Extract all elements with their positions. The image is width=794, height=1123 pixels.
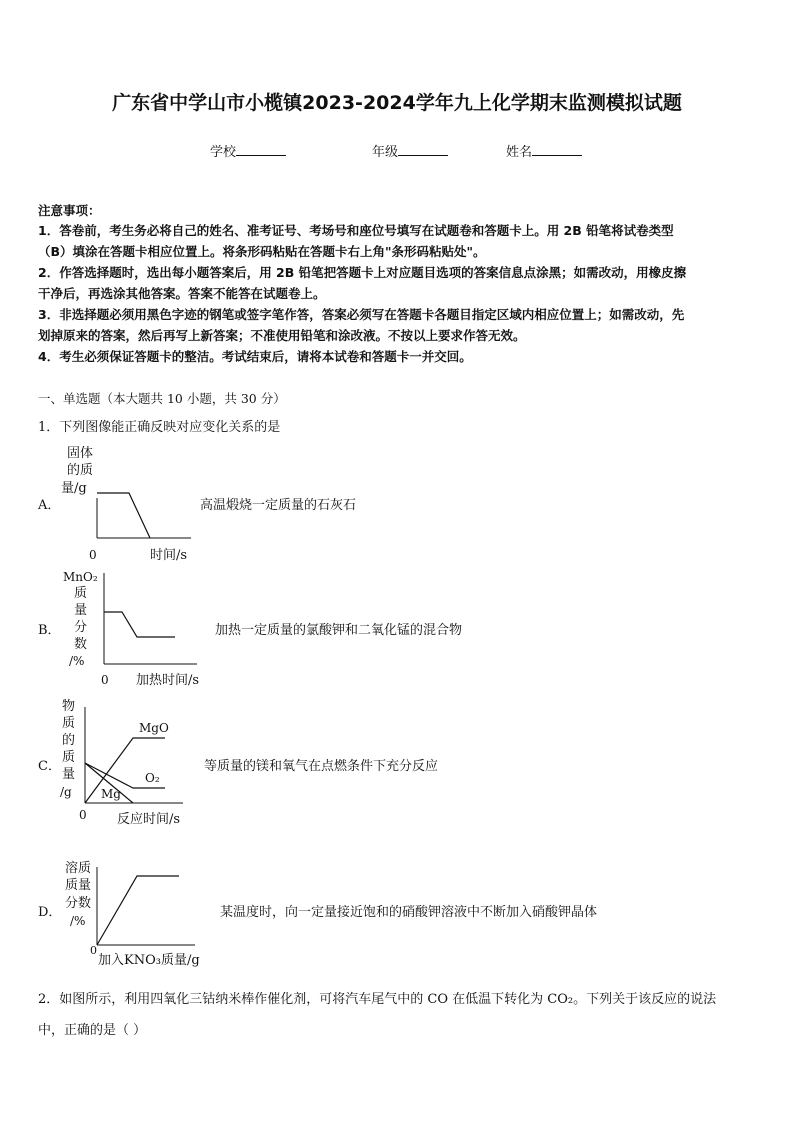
option-a-ylabel: 量/g: [61, 481, 87, 496]
option-d-ylabel: 分数: [65, 896, 92, 911]
option-d-ylabel: /%: [70, 914, 86, 928]
option-c-xlabel: 反应时间/s: [117, 812, 181, 827]
option-c-ylabel: 量: [62, 767, 76, 782]
option-b-ylabel: 质: [74, 586, 88, 601]
notice-line: （B）填涂在答题卡相应位置上。将条形码粘贴在答题卡右上角"条形码粘贴处"。: [38, 244, 486, 259]
notice-line: 3．非选择题必须用黑色字迹的钢笔或签字笔作答，答案必须写在答题卡各题目指定区域内相应位置上；如需改动，先: [38, 307, 685, 322]
option-c-graph: [55, 695, 205, 830]
option-a-graph: [55, 440, 205, 565]
option-b-ylabel: MnO₂: [63, 570, 98, 584]
option-b-origin: 0: [101, 673, 109, 687]
option-b-xlabel: 加热时间/s: [136, 673, 200, 688]
section-heading: 一、单选题（本大题共 10 小题，共 30 分）: [38, 391, 286, 406]
grade-label: 年级: [372, 145, 399, 160]
option-b-desc: 加热一定质量的氯酸钾和二氧化锰的混合物: [215, 623, 463, 638]
school-field[interactable]: [210, 141, 286, 160]
notice-line: 2．作答选择题时，选出每小题答案后，用 2B 铅笔把答题卡上对应题目选项的答案信息点涂黑；如需改动，用橡皮擦: [38, 265, 687, 280]
option-b-ylabel: /%: [69, 654, 85, 668]
option-a-ylabel: 的质: [67, 463, 94, 478]
question-1-stem: 1．下列图像能正确反映对应变化关系的是: [38, 420, 281, 435]
notice-line: 4．考生必须保证答题卡的整洁。考试结束后，请将本试卷和答题卡一并交回。: [38, 349, 472, 364]
option-c-letter[interactable]: C．: [38, 759, 61, 774]
grade-field[interactable]: [372, 141, 448, 160]
option-c-ylabel: 质: [62, 750, 76, 765]
option-b-ylabel: 量: [74, 603, 88, 618]
option-d-origin: 0: [90, 944, 97, 957]
school-label: 学校: [210, 145, 237, 160]
option-d-curve: [97, 876, 179, 945]
question-2-line: 中，正确的是（ ）: [38, 1023, 147, 1038]
option-b-graph: [55, 565, 215, 693]
option-b-ylabel: 分: [74, 620, 88, 635]
option-a-origin: 0: [89, 548, 97, 562]
exam-title: 广东省中学山市小榄镇2023-2024学年九上化学期末监测模拟试题: [112, 92, 682, 114]
option-c-ylabel: /g: [60, 785, 72, 799]
option-c-desc: 等质量的镁和氧气在点燃条件下充分反应: [204, 759, 439, 774]
option-c-origin: 0: [79, 808, 87, 822]
question-2-line: 2．如图所示，利用四氧化三钴纳米棒作催化剂，可将汽车尾气中的 CO 在低温下转化为 CO₂。下列关于该反应的说法: [38, 992, 717, 1007]
option-c-ylabel: 的: [62, 733, 76, 748]
option-a-xlabel: 时间/s: [150, 548, 188, 563]
option-d-xlabel: 加入KNO₃质量/g: [98, 953, 200, 968]
option-b-curve: [104, 612, 175, 637]
option-c-ylabel: 物: [62, 699, 76, 714]
option-c-o2-label: O₂: [145, 771, 160, 785]
option-d-graph: [55, 855, 215, 970]
option-a-desc: 高温煅烧一定质量的石灰石: [200, 498, 357, 513]
option-d-letter[interactable]: D．: [38, 905, 62, 920]
notice-line: 干净后，再选涂其他答案。答案不能答在试题卷上。: [38, 286, 326, 301]
name-blank[interactable]: [532, 143, 582, 156]
option-b-letter[interactable]: B．: [38, 623, 61, 638]
option-a-letter[interactable]: A．: [38, 498, 61, 513]
option-d-desc: 某温度时，向一定量接近饱和的硝酸钾溶液中不断加入硝酸钾晶体: [220, 905, 598, 920]
option-c-mgo-label: MgO: [139, 721, 169, 735]
option-a-curve: [97, 493, 150, 538]
grade-blank[interactable]: [398, 143, 448, 156]
notice-line: 1．答卷前，考生务必将自己的姓名、准考证号、考场号和座位号填写在试题卷和答题卡上。用 2B 铅笔将试卷类型: [38, 223, 674, 238]
notice-heading: 注意事项：: [38, 203, 101, 218]
option-c-mg-label: Mg: [101, 787, 121, 801]
option-c-ylabel: 质: [62, 716, 76, 731]
option-d-ylabel: 质量: [65, 878, 92, 893]
option-a-ylabel: 固体: [67, 446, 94, 461]
notice-line: 划掉原来的答案，然后再写上新答案；不准使用铅笔和涂改液。不按以上要求作答无效。: [38, 328, 526, 343]
option-b-ylabel: 数: [74, 637, 88, 652]
name-label: 姓名: [506, 145, 533, 160]
option-d-ylabel: 溶质: [65, 861, 92, 876]
name-field[interactable]: [506, 141, 582, 160]
school-blank[interactable]: [236, 143, 286, 156]
